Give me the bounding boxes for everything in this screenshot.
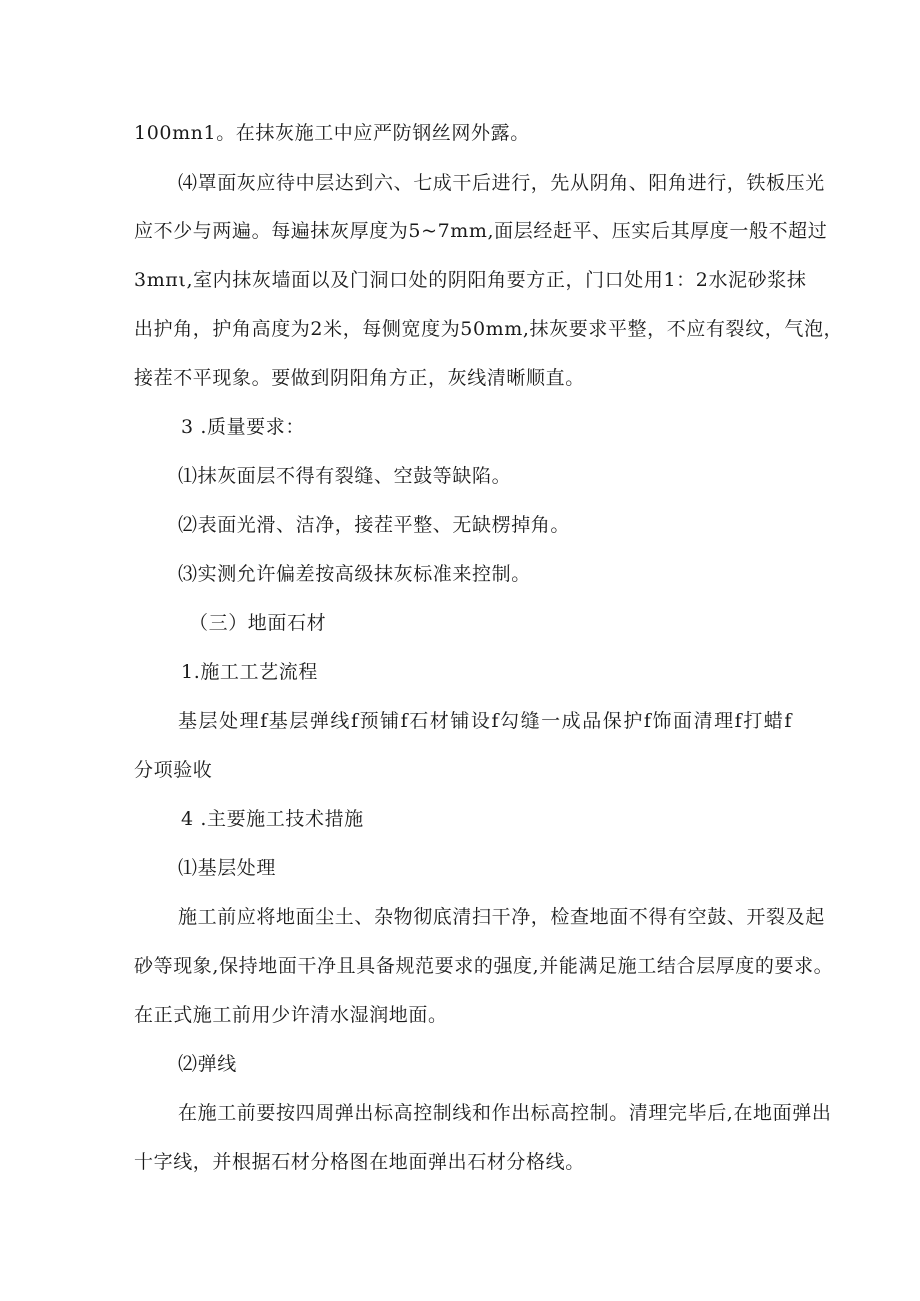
paragraph-line: 接茬不平现象。要做到阴阳角方正，灰线清晰顺直。 [134,367,585,389]
paragraph-line: 基层处理f基层弹线f预铺f石材铺设f勾缝一成品保护f饰面清理f打蜡f [178,710,792,732]
paragraph-line: 分项验收 [134,759,213,781]
section-heading: 3 .质量要求： [181,416,305,438]
paragraph-line: 在施工前要按四周弹出标高控制线和作出标高控制。清理完毕后,在地面弹出 [178,1102,832,1124]
paragraph-line: 施工前应将地面尘土、杂物彻底清扫干净，检查地面不得有空鼓、开裂及起 [178,906,825,928]
section-heading: 1.施工工艺流程 [181,661,318,683]
paragraph-line: 出护角，护角高度为2米，每侧宽度为50mm,抹灰要求平整，不应有裂纹，气泡， [134,318,844,340]
paragraph-line: ⑷罩面灰应待中层达到六、七成干后进行，先从阴角、阳角进行，铁板压光 [178,172,825,194]
list-item: ⑵弹线 [178,1053,237,1075]
list-item: ⑴抹灰面层不得有裂缝、空鼓等缺陷。 [178,465,512,487]
paragraph-line: 砂等现象,保持地面干净且具备规范要求的强度,并能满足施工结合层厚度的要求。 [134,955,834,977]
list-item: ⑶实测允许偏差按高级抹灰标准来控制。 [178,563,531,585]
paragraph-line: 100mn1。在抹灰施工中应严防钢丝网外露。 [134,122,530,144]
paragraph-line: 应不少与两遍。每遍抹灰厚度为5~7mm,面层经赶平、压实后其厚度一般不超过 [134,220,828,242]
paragraph-line: 十字线，并根据石材分格图在地面弹出石材分格线。 [134,1151,585,1173]
list-item: ⑴基层处理 [178,857,277,879]
section-heading: 4 .主要施工技术措施 [181,808,364,830]
section-heading: （三）地面石材 [189,612,327,634]
list-item: ⑵表面光滑、洁净，接茬平整、无缺楞掉角。 [178,514,571,536]
paragraph-line: 3mπι,室内抹灰墙面以及门洞口处的阴阳角要方正，门口处用1：2水泥砂浆抹 [134,269,807,291]
paragraph-line: 在正式施工前用少许清水湿润地面。 [134,1004,448,1026]
